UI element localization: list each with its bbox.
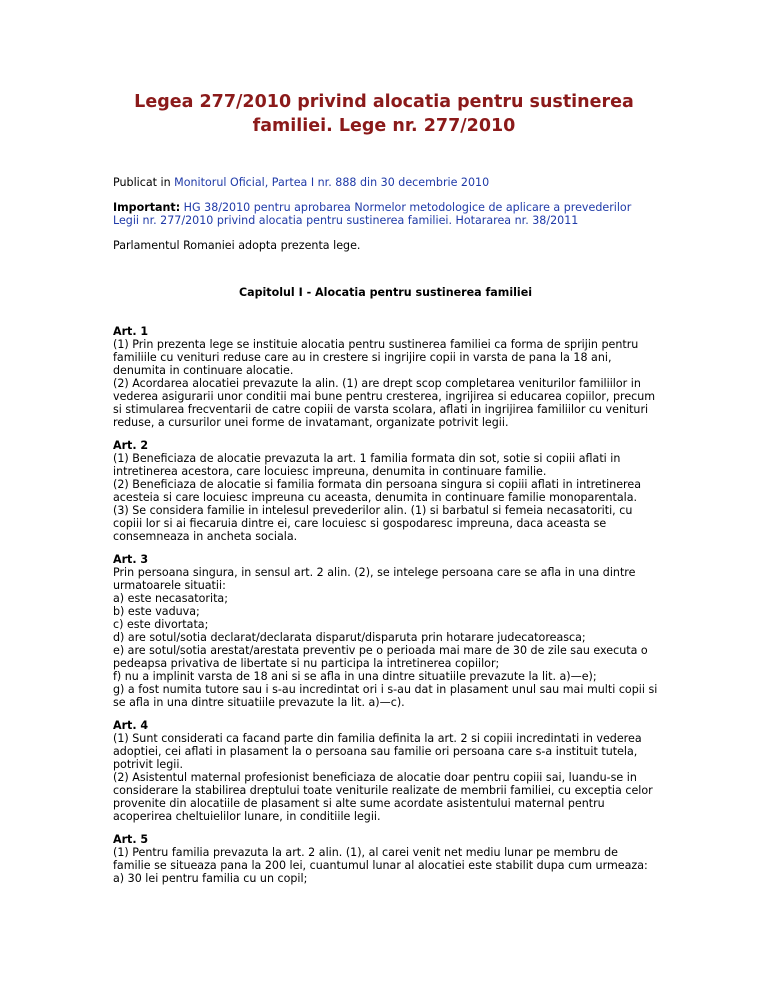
article-3-title: Art. 3: [113, 553, 149, 566]
chapter-heading: Capitolul I - Alocatia pentru sustinerea familiei: [238, 286, 533, 299]
article-3-item-b: b) este vaduva;: [113, 605, 200, 618]
article-2-paragraph-3: (3) Se considera familie in intelesul prevederilor alin. (1) si barbatul si femeia necasatoriti, cu copiii lor si ai fiecaruia dintre ei, care locuiesc si gospodaresc impreuna, daca aceasta se consemneaza in ancheta sociala.: [113, 504, 633, 543]
article-3: [113, 553, 658, 709]
document-title-line-1: Legea 277/2010 privind alocatia pentru sustinerea: [134, 92, 634, 112]
article-1-paragraph-1: (1) Prin prezenta lege se instituie alocatia pentru sustinerea familiei ca forma de sprijin pentru familiile cu venituri reduse care au in crestere si ingrijire copii in varsta de pana la 18 ani, denumita in continuare alocatie.: [113, 338, 639, 377]
article-1: [113, 325, 658, 429]
article-4-title: Art. 4: [113, 719, 149, 732]
article-3-item-c: c) este divortata;: [113, 618, 209, 631]
hg-38-2010-link[interactable]: HG 38/2010 pentru aprobarea Normelor metodologice de aplicare a prevederilor Legii nr. 277/2010 privind alocatia pentru sustinerea familiei. Hotararea nr. 38/2011: [113, 201, 632, 227]
article-1-paragraph-2: (2) Acordarea alocatiei prevazute la alin. (1) are drept scop completarea veniturilor familiilor in vederea asigurarii unor conditii mai bune pentru cresterea, ingrijirea si educarea copiilor, precum si stimularea frecventarii de catre copiii de varsta scolara, aflati in ingrijirea familiilor cu venituri reduse, a cursurilor unei forme de invatamant, organizate potrivit legii.: [113, 377, 656, 429]
article-5-title: Art. 5: [113, 833, 149, 846]
article-5-item-a: a) 30 lei pentru familia cu un copil;: [113, 872, 308, 885]
article-3-item-d: d) are sotul/sotia declarat/declarata disparut/disparuta prin hotarare judecatoreasca;: [113, 631, 586, 644]
article-5-paragraph-1: (1) Pentru familia prevazuta la art. 2 alin. (1), al carei venit net mediu lunar pe membru de familie se situeaza pana la 200 lei, cuantumul lunar al alocatiei este stabilit dupa cum urmeaza:: [113, 846, 648, 872]
important-paragraph: [113, 201, 658, 227]
article-3-item-e: e) are sotul/sotia arestat/arestata preventiv pe o perioada mai mare de 30 de zile sau executa o pedeapsa privativa de libertate si nu participa la intretinerea copiilor;: [113, 644, 648, 670]
monitorul-oficial-link[interactable]: Monitorul Oficial, Partea I nr. 888 din 30 decembrie 2010: [174, 176, 490, 189]
article-4-paragraph-2: (2) Asistentul maternal profesionist beneficiaza de alocatie doar pentru copiii sai, luandu-se in considerare la stabilirea dreptului toate veniturile realizate de membrii familiei, cu exceptia celor provenite din alocatiile de plasament si alte sume acordate asistentului maternal pentru acoperirea cheltuielilor lunare, in conditiile legii.: [113, 771, 653, 823]
article-3-item-g: g) a fost numita tutore sau i s-au incredintat ori i s-au dat in plasament unul sau mai multi copii si se afla in una dintre situatiile prevazute la lit. a)—c).: [113, 683, 658, 709]
article-2: [113, 439, 658, 543]
article-3-item-f: f) nu a implinit varsta de 18 ani si se afla in una dintre situatiile prevazute la lit. a)—e);: [113, 670, 597, 683]
publicat-prefix: Publicat in: [113, 176, 175, 189]
document-body: [113, 176, 658, 895]
document-title: [112, 90, 656, 138]
important-label: Important:: [113, 201, 181, 214]
article-2-paragraph-2: (2) Beneficiaza de alocatie si familia formata din persoana singura si copiii aflati in intretinerea acesteia si care locuiesc impreuna cu aceasta, denumita in continuare familie monoparentala.: [113, 478, 641, 504]
article-4: [113, 719, 658, 823]
document-title-line-2: familiei. Lege nr. 277/2010: [252, 116, 516, 136]
intro-paragraph: Parlamentul Romaniei adopta prezenta lege.: [113, 239, 361, 252]
article-2-title: Art. 2: [113, 439, 149, 452]
article-2-paragraph-1: (1) Beneficiaza de alocatie prevazuta la art. 1 familia formata din sot, sotie si copiii aflati in intretinerea acestora, care locuiesc impreuna, denumita in continuare familie.: [113, 452, 621, 478]
article-3-item-a: a) este necasatorita;: [113, 592, 228, 605]
article-4-paragraph-1: (1) Sunt considerati ca facand parte din familia definita la art. 2 si copiii incredintati in vederea adoptiei, cei aflati in plasament la o persoana sau familie ori persoana care s-a instituit tutela, potrivit legii.: [113, 732, 642, 771]
publicat-paragraph: [113, 176, 658, 189]
article-3-intro: Prin persoana singura, in sensul art. 2 alin. (2), se intelege persoana care se afla in una dintre urmatoarele situatii:: [113, 566, 636, 592]
article-1-title: Art. 1: [113, 325, 149, 338]
article-5: [113, 833, 658, 885]
